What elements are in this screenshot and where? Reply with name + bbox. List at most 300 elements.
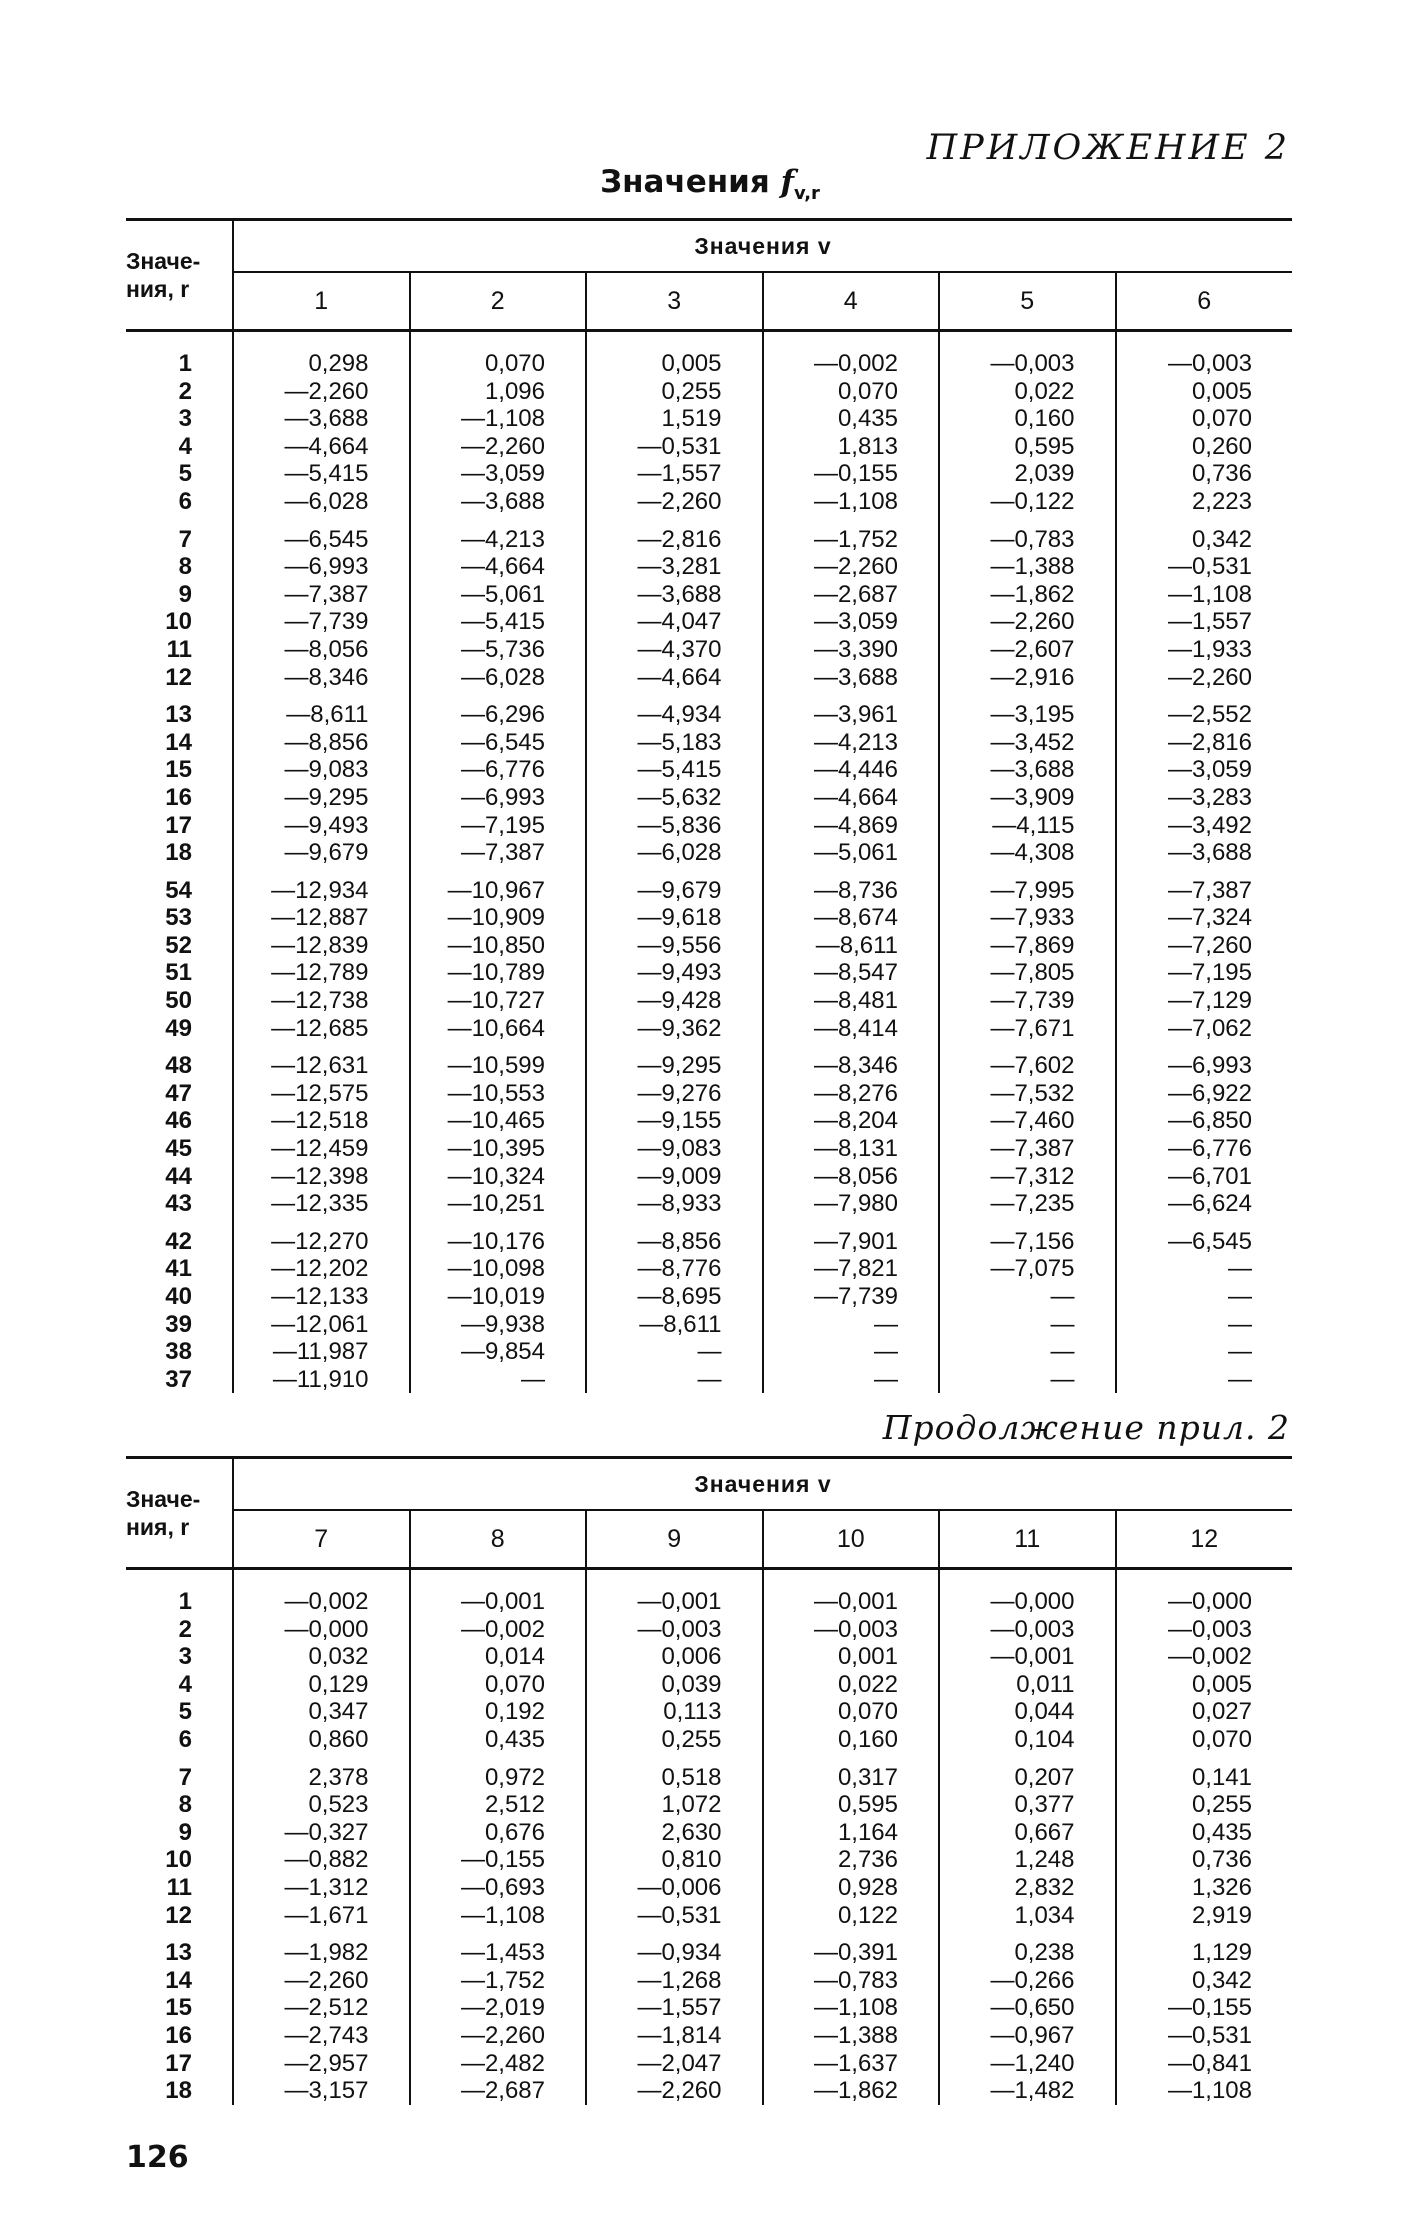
column-header: 10 [763,1510,940,1569]
row-label: 4 [178,1670,192,1698]
row-label: 1 [178,1588,192,1615]
table-title [0,164,1420,204]
table-cell: —0,841 [1116,2050,1293,2078]
table-cell: —1,814 [586,2022,763,2050]
row-label: 3 [178,1643,192,1671]
column-header: 1 [233,272,410,331]
group-header: Значения v [233,1458,1292,1511]
table-cell: 0,595 [763,1791,940,1819]
table-cell: —7,980 [763,1190,940,1218]
title-prefix: Значения [600,164,770,200]
table-cell: —9,493 [586,959,763,987]
table-row [126,839,1292,867]
row-label: 5 [178,460,192,488]
table-cell: —12,270 [233,1218,410,1256]
table-cell: —7,933 [939,904,1116,932]
table-cell: —6,545 [1116,1218,1293,1256]
table-cell: —6,624 [1116,1190,1293,1218]
table-cell: 0,595 [939,433,1116,461]
row-label: 54 [165,876,192,904]
table-cell: —1,557 [586,460,763,488]
row-label: 52 [165,931,192,959]
table-cell: —6,028 [410,664,587,692]
table-cell: —1,108 [1116,2077,1293,2105]
table-row [126,1135,1292,1163]
table-cell: —9,679 [233,839,410,867]
table-cell: —12,061 [233,1311,410,1339]
table-cell: 0,070 [1116,1726,1293,1754]
table-cell: —1,388 [763,2022,940,2050]
table-cell: 1,326 [1116,1874,1293,1902]
table-cell: —4,664 [586,664,763,692]
table-cell: —2,260 [1116,664,1293,692]
column-header: 6 [1116,272,1293,331]
table-cell: —6,776 [410,756,587,784]
table-cell: —9,295 [233,784,410,812]
table-row [126,460,1292,488]
table-cell: —3,390 [763,636,940,664]
table-row [126,1726,1292,1754]
table-cell: 1,248 [939,1846,1116,1874]
table-cell: —4,934 [586,691,763,729]
table-cell: —7,156 [939,1218,1116,1256]
table-cell: —4,047 [586,608,763,636]
row-label: 2 [178,377,192,405]
table-row [126,2022,1292,2050]
row-label: 17 [165,811,192,839]
table-row [126,1698,1292,1726]
table-cell: —3,059 [1116,756,1293,784]
table-row [126,405,1292,433]
table-row [126,1311,1292,1339]
table-cell: —2,743 [233,2022,410,2050]
table-cell: —0,002 [1116,1643,1293,1671]
table-cell: —8,346 [763,1042,940,1080]
table-cell: —0,155 [1116,1994,1293,2022]
table-cell: 1,072 [586,1791,763,1819]
table-cell: 0,001 [763,1643,940,1671]
title-symbol: f [780,164,794,200]
table-cell: —2,687 [763,581,940,609]
table-cell: —2,482 [410,2050,587,2078]
table-cell: 0,435 [410,1726,587,1754]
table-cell: 0,129 [233,1671,410,1699]
table-cell: —0,001 [410,1569,587,1616]
table-cell: —8,481 [763,987,940,1015]
table-cell: —2,260 [233,1967,410,1995]
table-cell: 1,129 [1116,1929,1293,1967]
table-cell: —0,002 [763,331,940,378]
table-row [126,1255,1292,1283]
table-cell: —0,122 [939,488,1116,516]
table-row [126,1791,1292,1819]
table-cell: —12,631 [233,1042,410,1080]
table-cell: —0,001 [763,1569,940,1616]
table-cell: —9,679 [586,867,763,905]
table-cell: —12,459 [233,1135,410,1163]
row-label: 16 [165,783,192,811]
table-cell: —10,789 [410,959,587,987]
table-cell: —1,108 [1116,581,1293,609]
row-label: 12 [165,663,192,691]
table-cell: —12,934 [233,867,410,905]
table-cell: —3,909 [939,784,1116,812]
table-row [126,1338,1292,1366]
table-cell: 0,255 [586,378,763,406]
table-cell: —7,387 [233,581,410,609]
row-label: 13 [165,701,192,729]
row-label: 11 [166,1873,192,1901]
table-cell: —8,346 [233,664,410,692]
table-cell: — [1116,1338,1293,1366]
table-cell: —0,000 [233,1616,410,1644]
row-label: 39 [165,1310,192,1338]
table-cell: —6,545 [233,516,410,554]
table-cell: —1,671 [233,1902,410,1930]
table-cell: —4,213 [410,516,587,554]
row-label: 12 [165,1901,192,1929]
table-cell: —7,995 [939,867,1116,905]
table-cell: 0,104 [939,1726,1116,1754]
table-cell: 0,014 [410,1643,587,1671]
table-cell: 0,070 [1116,405,1293,433]
table-cell: —9,362 [586,1015,763,1043]
table-cell: —10,599 [410,1042,587,1080]
table-cell: —6,993 [233,553,410,581]
row-label: 2 [178,1615,192,1643]
column-header: 8 [410,1510,587,1569]
table-cell: 0,070 [763,378,940,406]
table-cell: —3,688 [233,405,410,433]
row-label: 44 [165,1162,192,1190]
table-cell: —10,967 [410,867,587,905]
table-cell: —10,909 [410,904,587,932]
table-cell: 0,317 [763,1754,940,1792]
values-table-1 [126,218,1292,1393]
table-cell: —0,934 [586,1929,763,1967]
table-cell: 0,070 [763,1698,940,1726]
table-cell: 0,022 [763,1671,940,1699]
table-cell: —7,312 [939,1163,1116,1191]
table-cell: — [1116,1255,1293,1283]
table-cell: — [939,1311,1116,1339]
column-header: 9 [586,1510,763,1569]
table-cell: —10,098 [410,1255,587,1283]
table-cell: —8,131 [763,1135,940,1163]
table-cell: —2,607 [939,636,1116,664]
table-cell: —3,452 [939,729,1116,757]
values-table-2 [126,1456,1292,2105]
table-cell: —7,901 [763,1218,940,1256]
table-row [126,756,1292,784]
table-cell: —8,776 [586,1255,763,1283]
table-cell: —10,324 [410,1163,587,1191]
table-cell: —6,993 [410,784,587,812]
table-cell: 1,519 [586,405,763,433]
table-cell: —6,028 [233,488,410,516]
table-cell: 0,255 [586,1726,763,1754]
table-cell: —12,839 [233,932,410,960]
table-cell: —2,260 [233,378,410,406]
table-cell: —1,268 [586,1967,763,1995]
table-cell: —10,251 [410,1190,587,1218]
table-row [126,1107,1292,1135]
table-cell: 1,164 [763,1819,940,1847]
row-label: 5 [178,1698,192,1726]
table-cell: —9,854 [410,1338,587,1366]
table-cell: —4,664 [763,784,940,812]
table-cell: —0,003 [1116,1616,1293,1644]
table-cell: — [586,1366,763,1394]
table-cell: —12,133 [233,1283,410,1311]
table-row [126,378,1292,406]
table-cell: —7,324 [1116,904,1293,932]
table-cell: —10,553 [410,1080,587,1108]
table-cell: —4,664 [410,553,587,581]
table-cell: —0,531 [1116,553,1293,581]
table-cell: —0,003 [1116,331,1293,378]
table-cell: —9,083 [233,756,410,784]
table-row [126,1616,1292,1644]
table-cell: —9,618 [586,904,763,932]
table-cell: —8,695 [586,1283,763,1311]
table-cell: —1,312 [233,1874,410,1902]
table-cell: —2,260 [410,2022,587,2050]
table-cell: —12,575 [233,1080,410,1108]
table-cell: —0,003 [763,1616,940,1644]
table-row [126,2077,1292,2105]
table-cell: —1,108 [410,405,587,433]
row-label: 42 [165,1227,192,1255]
table-cell: —1,108 [410,1902,587,1930]
column-header: 4 [763,272,940,331]
table-cell: 0,347 [233,1698,410,1726]
table-cell: —3,688 [763,664,940,692]
table-cell: 0,039 [586,1671,763,1699]
table-cell: —0,006 [586,1874,763,1902]
table-row [126,1994,1292,2022]
row-label: 16 [165,2021,192,2049]
table-cell: 2,630 [586,1819,763,1847]
table-cell: 0,006 [586,1643,763,1671]
row-label: 47 [165,1079,192,1107]
table-cell: —4,370 [586,636,763,664]
table-cell: —2,552 [1116,691,1293,729]
table-cell: —6,545 [410,729,587,757]
table-row [126,1366,1292,1394]
column-header: 5 [939,272,1116,331]
table-cell: 0,810 [586,1846,763,1874]
column-header: 11 [939,1510,1116,1569]
table-cell: — [410,1366,587,1394]
table-cell: —0,693 [410,1874,587,1902]
row-label: 6 [178,487,192,515]
table-cell: —7,387 [1116,867,1293,905]
column-header: 2 [410,272,587,331]
table-cell: —7,235 [939,1190,1116,1218]
table-cell: —8,736 [763,867,940,905]
table-row [126,904,1292,932]
table-cell: —1,453 [410,1929,587,1967]
table-cell: —8,276 [763,1080,940,1108]
table-cell: —1,752 [410,1967,587,1995]
table-cell: —1,557 [1116,608,1293,636]
table-cell: —7,460 [939,1107,1116,1135]
row-label: 8 [178,1791,192,1819]
table-cell: 0,122 [763,1902,940,1930]
table-cell: —0,967 [939,2022,1116,2050]
table-cell: —11,910 [233,1366,410,1394]
table-cell: —3,492 [1116,812,1293,840]
column-header: 12 [1116,1510,1293,1569]
table-cell: —0,155 [410,1846,587,1874]
table-cell: 0,255 [1116,1791,1293,1819]
table-row [126,1846,1292,1874]
table-cell: —4,115 [939,812,1116,840]
table-cell: —0,266 [939,1967,1116,1995]
row-label: 51 [165,959,192,987]
table-cell: —9,155 [586,1107,763,1135]
row-label: 50 [165,987,192,1015]
table-cell: 1,813 [763,433,940,461]
table-cell: —9,083 [586,1135,763,1163]
table-cell: —6,701 [1116,1163,1293,1191]
table-row [126,987,1292,1015]
table-cell: 0,342 [1116,516,1293,554]
table-cell: —7,739 [233,608,410,636]
table-cell: —8,933 [586,1190,763,1218]
table-cell: —9,276 [586,1080,763,1108]
table-cell: —1,862 [763,2077,940,2105]
table-row [126,1967,1292,1995]
table-cell: —8,611 [233,691,410,729]
table-row [126,1569,1292,1616]
table-cell: 2,378 [233,1754,410,1792]
table-cell: —3,688 [939,756,1116,784]
table-cell: —7,129 [1116,987,1293,1015]
table-cell: —8,414 [763,1015,940,1043]
table-cell: —3,688 [1116,839,1293,867]
table-cell: —0,531 [586,1902,763,1930]
table-cell: —8,674 [763,904,940,932]
table-cell: —0,001 [939,1643,1116,1671]
table-cell: —7,075 [939,1255,1116,1283]
table-cell: —3,961 [763,691,940,729]
table-cell: —9,493 [233,812,410,840]
row-label: 10 [165,1846,192,1874]
table-cell: —7,671 [939,1015,1116,1043]
title-subscript: v,r [793,183,820,205]
column-header: 7 [233,1510,410,1569]
table-cell: 0,005 [586,331,763,378]
row-label: 3 [178,405,192,433]
table-cell: —4,213 [763,729,940,757]
column-header: 3 [586,272,763,331]
table-cell: 0,207 [939,1754,1116,1792]
row-label: 18 [165,839,192,867]
table-cell: —1,108 [763,1994,940,2022]
table-cell: 0,676 [410,1819,587,1847]
table-cell: 0,342 [1116,1967,1293,1995]
table-row [126,691,1292,729]
table-cell: — [763,1338,940,1366]
table-cell: —2,512 [233,1994,410,2022]
table-cell: —1,637 [763,2050,940,2078]
table-cell: —8,856 [233,729,410,757]
table-cell: —12,518 [233,1107,410,1135]
table-cell: —5,061 [763,839,940,867]
table-row [126,608,1292,636]
table-cell: —0,002 [410,1616,587,1644]
row-label: 7 [178,525,192,553]
table-row [126,433,1292,461]
table-cell: 0,005 [1116,1671,1293,1699]
table-cell: —10,019 [410,1283,587,1311]
table-cell: —7,805 [939,959,1116,987]
table-cell: —3,283 [1116,784,1293,812]
row-label: 43 [165,1190,192,1218]
table-cell: —2,019 [410,1994,587,2022]
table-cell: —12,335 [233,1190,410,1218]
table-row [126,636,1292,664]
table-cell: —1,388 [939,553,1116,581]
table-cell: —4,869 [763,812,940,840]
table-cell: 0,070 [410,1671,587,1699]
table-cell: —2,260 [763,553,940,581]
table-cell: —0,531 [1116,2022,1293,2050]
table-cell: —8,611 [586,1311,763,1339]
table-cell: —4,664 [233,433,410,461]
table-cell: —2,816 [1116,729,1293,757]
row-label: 4 [178,432,192,460]
appendix-heading: ПРИЛОЖЕНИЕ 2 [926,128,1290,168]
table-row [126,1163,1292,1191]
table-cell: 2,736 [763,1846,940,1874]
table-cell: —2,957 [233,2050,410,2078]
group-header: Значения v [233,220,1292,273]
table-cell: —6,296 [410,691,587,729]
table-cell: —7,195 [1116,959,1293,987]
table-cell: —1,982 [233,1929,410,1967]
table-cell: 2,832 [939,1874,1116,1902]
table-cell: — [1116,1283,1293,1311]
table-cell: 1,034 [939,1902,1116,1930]
table-cell: — [763,1366,940,1394]
table-cell: — [939,1283,1116,1311]
row-label: 6 [178,1725,192,1753]
table-cell: —1,862 [939,581,1116,609]
table-cell: —9,295 [586,1042,763,1080]
table-cell: —10,727 [410,987,587,1015]
table-cell: 0,160 [763,1726,940,1754]
table-cell: —3,059 [410,460,587,488]
table-cell: —0,000 [1116,1569,1293,1616]
table-row [126,1283,1292,1311]
table-cell: 0,928 [763,1874,940,1902]
table-cell: —10,465 [410,1107,587,1135]
row-label: 10 [165,608,192,636]
table-cell: —9,428 [586,987,763,1015]
table-cell: — [586,1338,763,1366]
table-cell: 0,005 [1116,378,1293,406]
table-cell: 0,260 [1116,433,1293,461]
table-row [126,516,1292,554]
table-row [126,1218,1292,1256]
table-cell: —2,687 [410,2077,587,2105]
table-cell: —8,056 [763,1163,940,1191]
table-cell: —12,887 [233,904,410,932]
table-cell: —2,260 [586,2077,763,2105]
